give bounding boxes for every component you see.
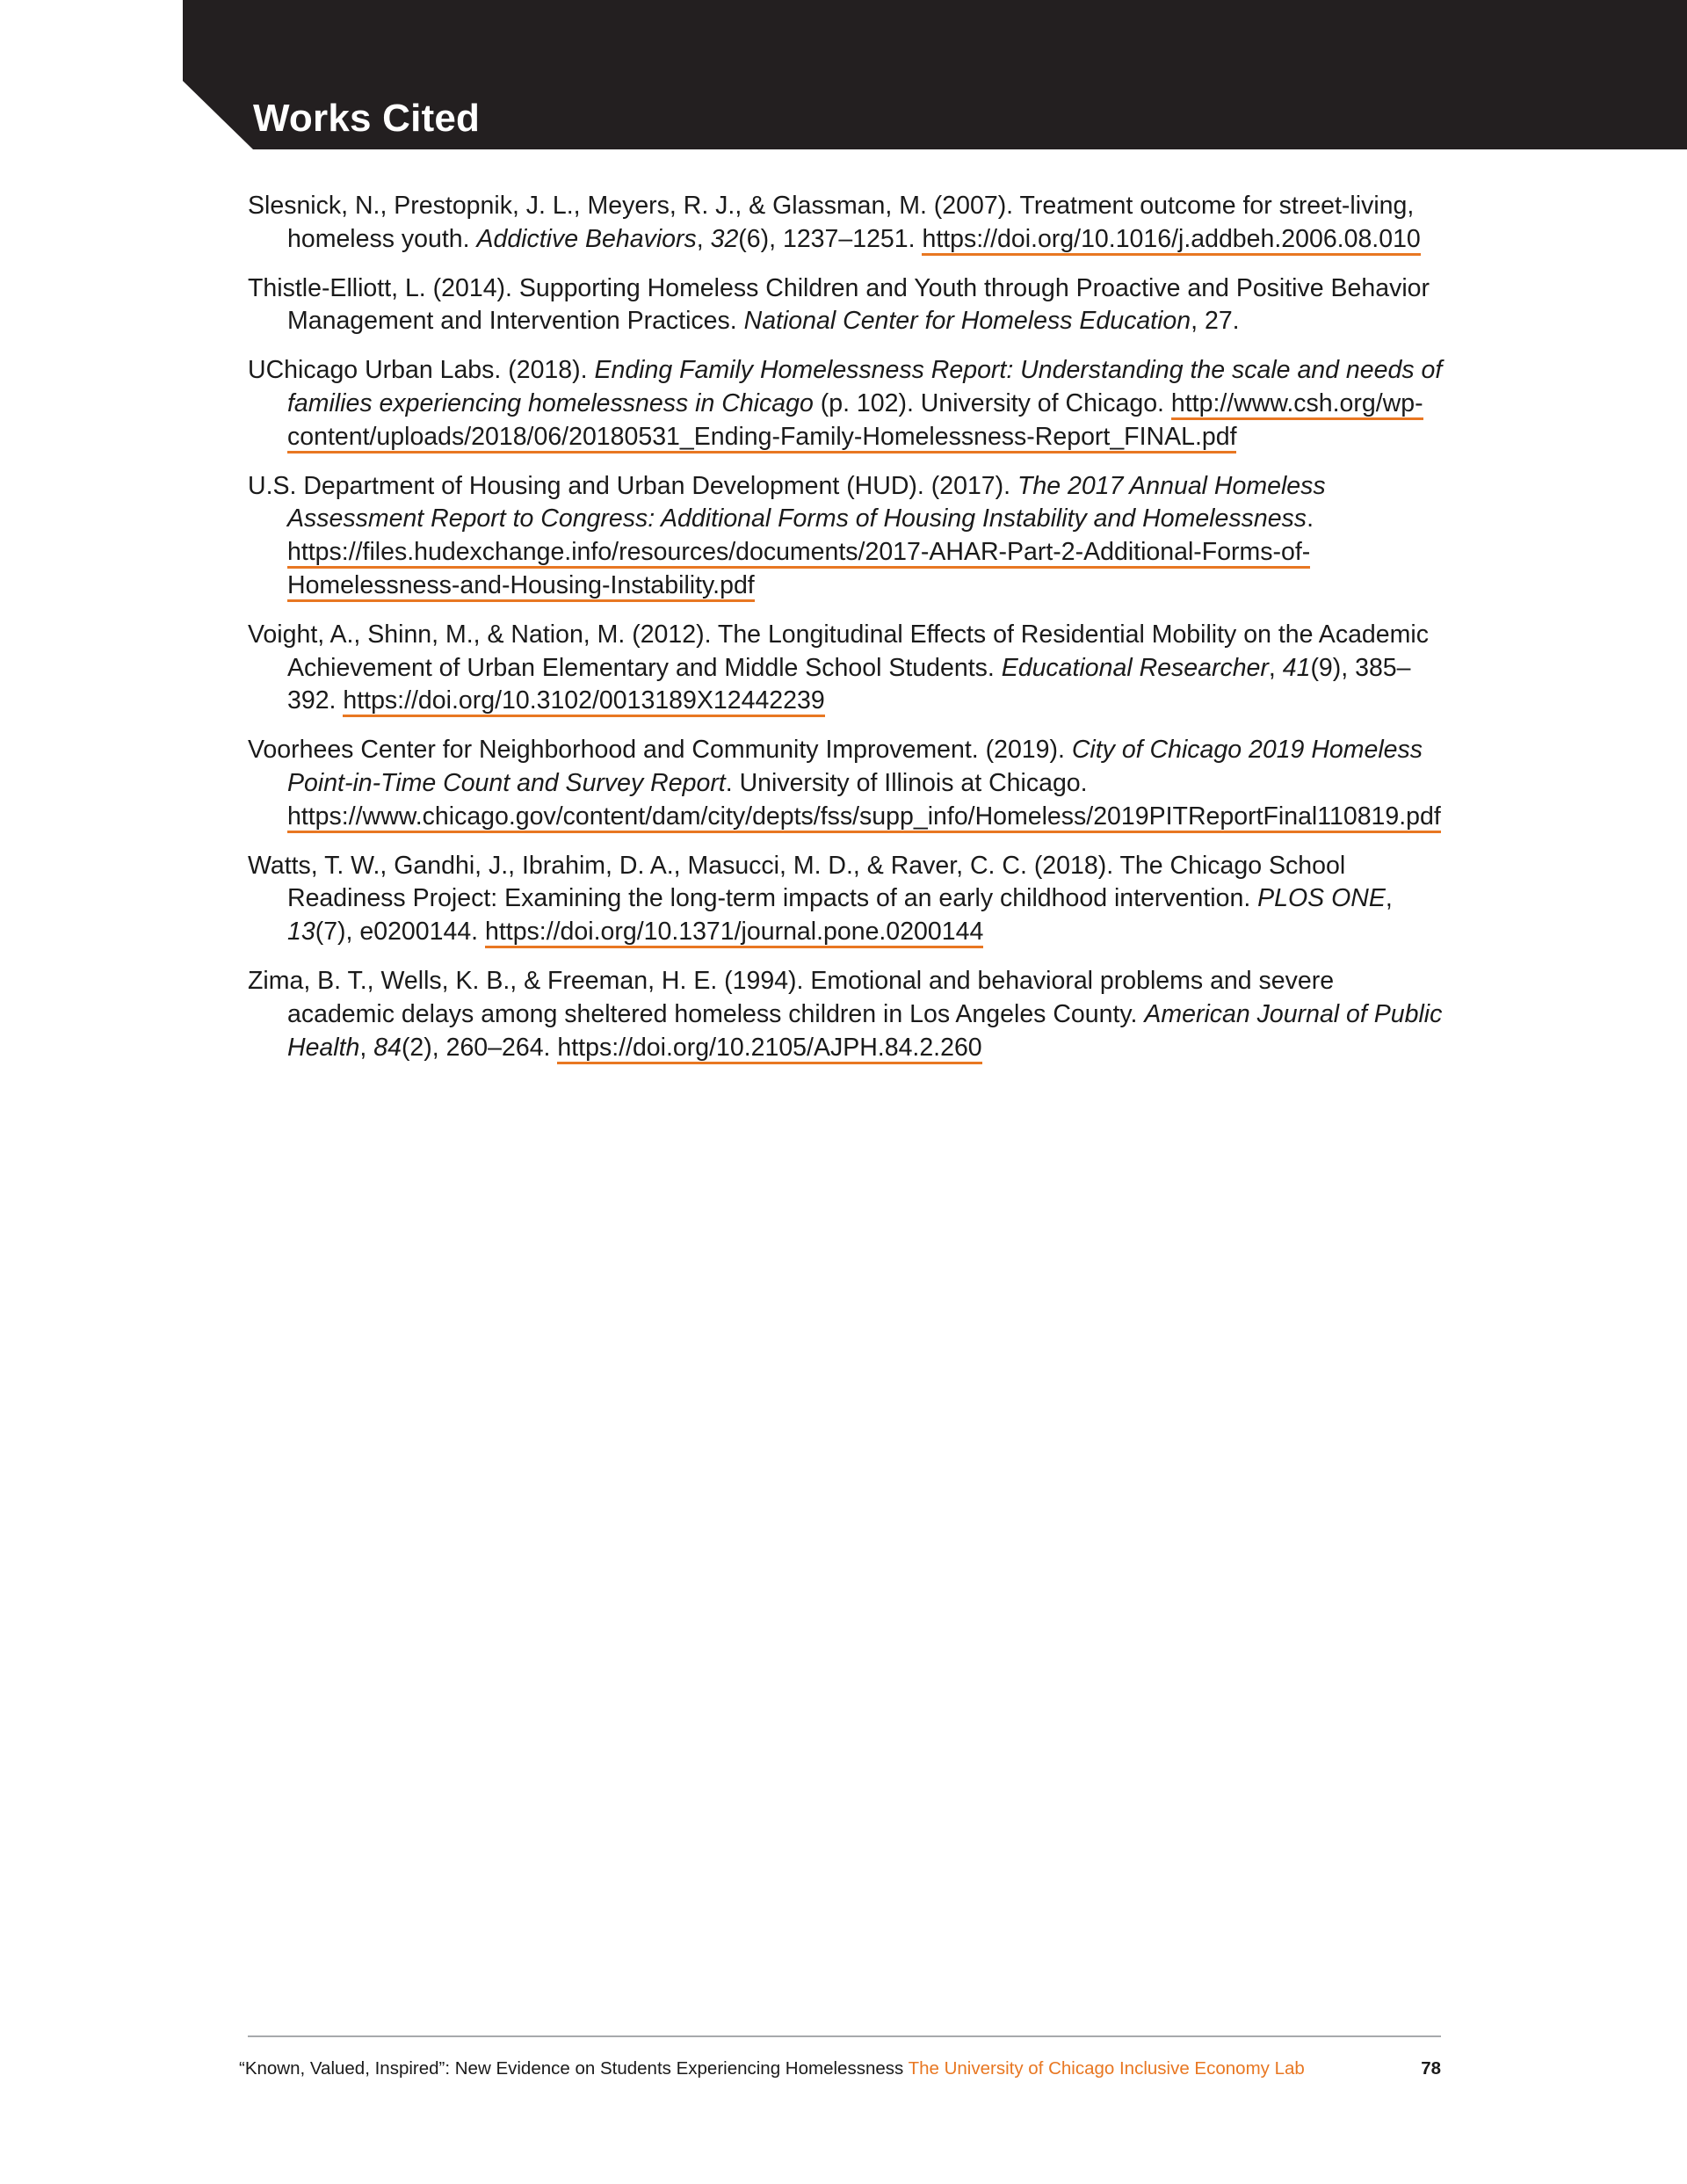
report-link[interactable]: https://www.chicago.gov/content/dam/city/depts/fss/supp_info/Homeless/2019PITReportFinal110819.pdf (287, 802, 1441, 833)
reference-text: Voight, A., Shinn, M., & Nation, M. (2012). The Longitudinal Effects of Residential Mobility on the Academic Achievement of Urban Elementary and Middle School Students. (248, 620, 1429, 682)
reference-text: . University of Illinois at Chicago. (725, 768, 1088, 797)
volume-number: 13 (287, 918, 315, 947)
reference-text: (6), 1237–1251. (738, 224, 923, 253)
reference-entry-voight (248, 619, 1443, 718)
volume-number: 84 (373, 1033, 402, 1062)
reference-text: (2), 260–264. (401, 1033, 558, 1062)
reference-text: Thistle-Elliott, L. (2014). Supporting Homeless Children and Youth through Proactive and Positive Behavior Management and Intervention Practices. (248, 273, 1430, 336)
reference-entry-thistle-elliott (248, 272, 1443, 339)
reference-text: , 27. (1191, 307, 1240, 336)
reference-text: . (1307, 504, 1314, 533)
report-title: The 2017 Annual Homeless Assessment Report to Congress: Additional Forms of Housing Instability and Homelessness (287, 471, 1326, 533)
publication-title: National Center for Homeless Education (743, 307, 1191, 336)
journal-title: Addictive Behaviors (476, 224, 697, 253)
reference-entry-hud (248, 470, 1443, 603)
report-link[interactable]: http://www.csh.org/wp-content/uploads/2018/06/20180531_Ending-Family-Homelessness-Report_FINAL.pdf (287, 389, 1423, 453)
doi-link[interactable]: https://doi.org/10.2105/AJPH.84.2.260 (557, 1034, 981, 1064)
reference-text: Zima, B. T., Wells, K. B., & Freeman, H. E. (1994). Emotional and behavioral problems and severe academic delays among sheltered homeless children in Los Angeles County. (248, 966, 1335, 1028)
reference-text: , (359, 1033, 374, 1062)
reference-entry-watts (248, 850, 1443, 949)
journal-title: Educational Researcher (1001, 653, 1269, 682)
volume-number: 41 (1282, 653, 1311, 682)
reference-entry-voorhees (248, 734, 1443, 833)
reference-text: , (1268, 653, 1283, 682)
reference-text: , (1385, 884, 1393, 913)
footer-divider (248, 2035, 1441, 2037)
references-list (248, 190, 1443, 1080)
report-title: Ending Family Homelessness Report: Understanding the scale and needs of families experiencing homelessness in Chicago (287, 356, 1443, 417)
reference-text: Watts, T. W., Gandhi, J., Ibrahim, D. A., Masucci, M. D., & Raver, C. C. (2018). The Chicago School Readiness Project: Examining the long-term impacts of an early childhood intervention. (248, 851, 1346, 913)
reference-text: Voorhees Center for Neighborhood and Community Improvement. (2019). (248, 736, 1072, 765)
reference-entry-zima (248, 965, 1443, 1064)
journal-title: PLOS ONE (1257, 884, 1386, 913)
doi-link[interactable]: https://doi.org/10.1371/journal.pone.0200144 (485, 918, 983, 948)
doi-link[interactable]: https://doi.org/10.1016/j.addbeh.2006.08.010 (922, 225, 1420, 256)
reference-entry-uchicago-urban-labs (248, 354, 1443, 453)
page-number: 78 (1421, 2058, 1441, 2079)
report-link[interactable]: https://files.hudexchange.info/resources/documents/2017-AHAR-Part-2-Additional-Forms-of-Homelessness-and-Housing-Instability.pdf (287, 538, 1310, 602)
reference-text: (7), e0200144. (315, 918, 486, 947)
report-title: City of Chicago 2019 Homeless Point-in-Time Count and Survey Report (287, 736, 1423, 797)
reference-text: , (696, 224, 711, 253)
page-title: Works Cited (253, 97, 481, 140)
reference-text: UChicago Urban Labs. (2018). (248, 356, 595, 385)
footer-document-title: “Known, Valued, Inspired”: New Evidence on Students Experiencing Homelessness (239, 2058, 904, 2079)
journal-title: American Journal of Public Health (287, 999, 1443, 1062)
reference-text: (p. 102). University of Chicago. (813, 388, 1171, 417)
doi-link[interactable]: https://doi.org/10.3102/0013189X12442239 (343, 686, 824, 717)
reference-text: Slesnick, N., Prestopnik, J. L., Meyers, R. J., & Glassman, M. (2007). Treatment outcome for street-living, homeless youth. (248, 192, 1415, 253)
reference-text: U.S. Department of Housing and Urban Development (HUD). (2017). (248, 471, 1017, 500)
reference-entry-slesnick (248, 190, 1443, 257)
volume-number: 32 (710, 224, 739, 253)
page-footer (239, 2057, 1441, 2081)
footer-organization: The University of Chicago Inclusive Economy Lab (908, 2058, 1305, 2079)
reference-text: (9), 385–392. (287, 653, 1411, 715)
